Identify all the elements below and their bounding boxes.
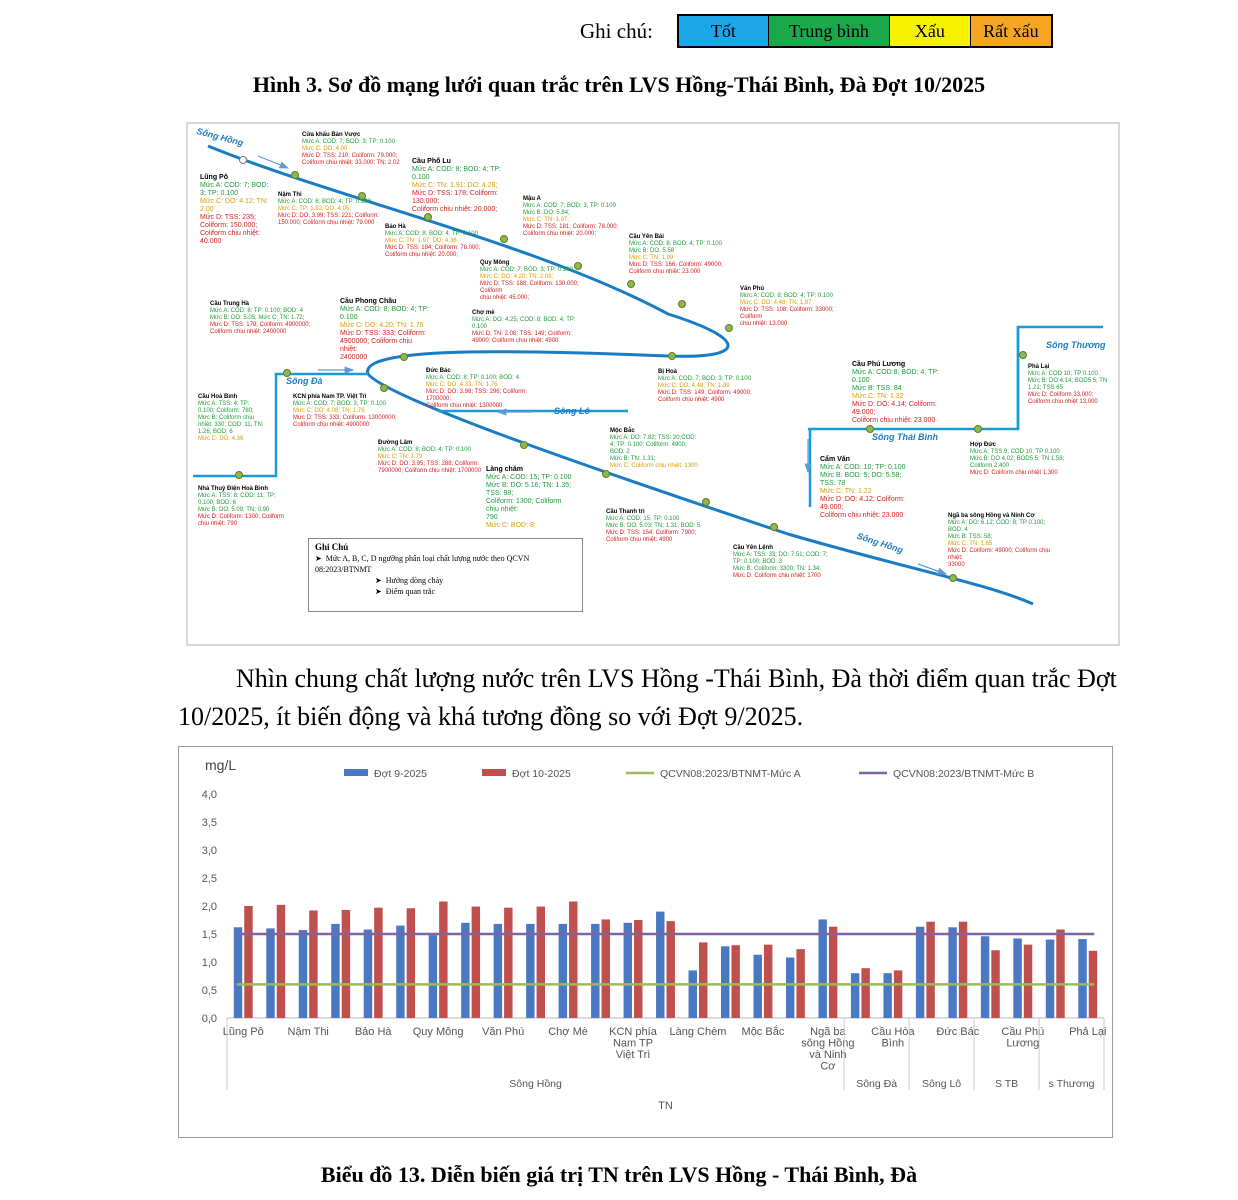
station-label — [198, 394, 308, 443]
x-axis-label: TN — [658, 1100, 673, 1112]
bar-dot9 — [851, 973, 859, 1018]
station-label — [610, 428, 720, 470]
station-name: Bảo Hà — [385, 224, 406, 230]
station-reading: Mức D: Coliform 33,000; — [1028, 392, 1094, 398]
station-reading: Mức D: DO: 3.98; TSS: 296; Coliform: 1700000; — [426, 389, 527, 402]
bar-dot10 — [569, 902, 577, 1018]
station-reading: Coliform chịu nhiệt: 23.000 — [629, 269, 701, 275]
station-label — [629, 234, 739, 276]
station-reading: Mức C: DO: 4.12; TN: — [200, 198, 268, 205]
map-note-title: Ghi Chú — [315, 542, 349, 552]
station-reading: Mức A: TSS: 33; DO: 7.51; COD: 7; — [733, 552, 828, 558]
y-tick-label: 2,5 — [201, 873, 217, 885]
bar-dot9 — [948, 927, 956, 1018]
station-label — [970, 442, 1080, 477]
bar-dot10 — [959, 922, 967, 1018]
bar-dot9 — [656, 912, 664, 1018]
y-tick-label: 4,0 — [201, 789, 217, 801]
station-reading: Mức D: TSS: 149; Coliform: 49000; — [658, 390, 752, 396]
station-name: Cầu Hoà Bình — [198, 394, 238, 400]
station-reading: Mức D: TSS: 235; — [200, 214, 256, 221]
station-name: Cẩm Văn — [820, 456, 850, 463]
station-reading: Mức C: TN: 1.99 — [629, 255, 674, 261]
y-tick-label: 3,5 — [201, 817, 217, 829]
bar-dot10 — [374, 908, 382, 1018]
bar-dot10 — [894, 970, 902, 1018]
station-reading: Mức A: COD: 8; TP: 0.100; BOD: 4 — [426, 375, 519, 381]
station-reading: 0.100 — [472, 324, 488, 330]
station-reading: Mức D: Coliform chịu nhiệt: 1700 — [733, 573, 821, 579]
station-reading: Mức B: BOD: 5; DO: 5.58; TSS: 78 — [820, 472, 902, 487]
bar-dot10 — [472, 907, 480, 1018]
legend-entry: Đợt 9-2025 — [374, 768, 427, 780]
station-reading: 150.000; Coliform chịu nhiệt: 79.000 — [278, 220, 375, 226]
station-reading: Mức A: COD: 7; BOD: 3; TP: 0.100 — [302, 139, 395, 145]
station-reading: Mức D: TSS: 108; Coliform: 33000; Coliform — [740, 307, 834, 320]
bar-dot9 — [1046, 940, 1054, 1018]
station-reading: Coliform chịu nhiệt: 33.000; TN: 2.02 — [302, 160, 400, 166]
bar-dot10 — [504, 908, 512, 1018]
station-name: Quy Mông — [480, 260, 510, 266]
station-name: Ngã ba sông Hồng và Ninh Cơ — [948, 513, 1035, 519]
station-reading: Mức B: DO: 5.84; — [523, 210, 570, 216]
station-reading: Mức A: COD: 8; BOD: 4; TP: 0.100 — [412, 166, 501, 181]
bar-dot9 — [461, 923, 469, 1018]
station-name: Cầu Phố Lu — [412, 158, 451, 165]
station-reading: Mức A: COD: 8; BOD: 4; TP: 0.100 — [740, 293, 833, 299]
station-reading: Mức D: DO: 3.95; TSS: 288; Coliform: — [378, 461, 479, 467]
station-reading: Coliform chịu nhiệt: 23.000 — [852, 417, 936, 424]
y-axis-label: mg/L — [205, 757, 237, 773]
station-name: Cầu Yên Bái — [629, 234, 664, 240]
station-reading: Mức D: TSS: 184; Coliform: 78.000; — [385, 245, 481, 251]
station-reading: Mức C: DO: 4.48; TN: 1.99 — [658, 383, 730, 389]
bar-dot9 — [299, 930, 307, 1018]
station-reading: Mức C: TN: 1.91; DO: 4.28; — [412, 182, 498, 189]
station-label — [606, 509, 716, 544]
station-reading: Mức B: DO: 5.05; Mức C: TN: 1.72; — [210, 315, 305, 321]
station-label — [1028, 364, 1138, 406]
station-name: Văn Phú — [740, 286, 765, 292]
legend-swatch — [344, 769, 368, 776]
group-label: Sông Đà — [856, 1078, 898, 1090]
station-name: Đức Bác — [426, 368, 451, 374]
station-label — [852, 361, 942, 425]
river-label-song-hong: Sông Hồng — [195, 125, 245, 149]
station-reading: Coliform chịu nhiệt: — [200, 230, 260, 237]
station-name: Bị Hoà — [658, 369, 678, 375]
station-reading: Mức A: COD: 6; BOD: 4; TP: 0.100 — [278, 199, 371, 205]
map-note — [308, 538, 583, 612]
x-tick-label: Cầu Hòa Bình — [871, 1026, 915, 1050]
bar-dot10 — [277, 905, 285, 1018]
station-reading: Mức C: TN: 1.79 — [378, 454, 423, 460]
station-reading: Mức B: DO 4.14; BOD5 5; TN — [1028, 378, 1108, 384]
bar-dot10 — [861, 968, 869, 1018]
bar-dot9 — [494, 924, 502, 1018]
station-reading: Mức A: COD: 7; BOD: 3; TP: 0.100 — [480, 267, 573, 273]
station-label — [733, 545, 843, 580]
station-reading: Mức D: TSS: 178; Coliform: 130.000; — [412, 190, 498, 205]
station-reading: Mức C: DO: 4.00 — [302, 146, 348, 152]
station-reading: chịu nhiệt: 790 — [198, 521, 238, 527]
bar-dot10 — [1056, 930, 1064, 1018]
bar-dot10 — [439, 902, 447, 1018]
station-reading: Mức C: TN: 1.32 — [852, 393, 904, 400]
station-reading: Mức A: COD: 8; TP: 0.100; BOD: 4 — [210, 308, 303, 314]
station-reading: Mức C: DO: 4.08; TN: 1.76 — [293, 408, 365, 414]
station-reading: Coliform: 150.000; — [200, 222, 258, 229]
station-label — [200, 174, 290, 246]
station-reading: Mức D: TSS: 181; Coliform: 78.000; — [523, 224, 619, 230]
tn-chart-svg — [179, 747, 1112, 1137]
station-reading: Mức A: DO: 6.12; COD: 8; TP 0.100; BOD: 4 — [948, 520, 1046, 533]
station-reading: Coliform chịu nhiệt: 4900 — [658, 397, 725, 403]
bar-dot10 — [667, 921, 675, 1018]
station-name: Cầu Phong Châu — [340, 298, 397, 305]
station-name: Nhà Thuỷ Điện Hoà Bình — [198, 486, 269, 492]
bar-dot9 — [721, 946, 729, 1018]
station-reading: Mức A: COD: 7; BOD: 3; TP: 0.100 — [523, 203, 616, 209]
station-reading: Mức D: TSS: 188; Coliform: 130.000; Coliform — [480, 281, 579, 294]
station-reading: Mức A: COD:8; BOD: 4; TP: 0.100 — [852, 369, 940, 384]
station-reading: 7900000; Coliform chịu nhiệt: 1700000 — [378, 468, 482, 474]
station-reading: Mức D: Coliform: 49000; Coliform chịu nhiệt: — [948, 548, 1051, 561]
station-reading: Mức A: COD 10; TP 0.100 — [1028, 371, 1098, 377]
x-tick-label: Lũng Pô — [222, 1026, 264, 1038]
station-reading: Mức C: TN: 1.65 — [948, 541, 993, 547]
station-label — [740, 286, 850, 328]
river-label-song-lo: Sông Lô — [554, 406, 590, 416]
station-reading: Mức C: Coliform chịu nhiệt: 1300 — [610, 463, 698, 469]
bar-dot10 — [244, 906, 252, 1018]
x-tick-label: Chợ Mè — [548, 1026, 588, 1038]
station-reading: Mức A: TSS 9; COD 10; TP 0.100 — [970, 449, 1060, 455]
bar-dot10 — [1024, 945, 1032, 1018]
station-reading: Mức C: DO: 4.33; TN: 1.75 — [426, 382, 498, 388]
x-tick-label: Văn Phú — [481, 1026, 525, 1038]
body-paragraph: Nhìn chung chất lượng nước trên LVS Hồng -Thái Bình, Đà thời điểm quan trắc Đợt 10/2025, ít biến động và khá tương đồng so với Đợt 9/2025. — [178, 664, 1117, 731]
station-reading: Coliform chịu nhiệt: 23.000 — [820, 512, 904, 519]
quality-legend — [580, 14, 1053, 48]
station-reading: Mức C: TN: 1.97; — [523, 217, 569, 223]
x-tick-label: Cầu Phú Lương — [1001, 1026, 1045, 1050]
station-label — [820, 456, 910, 520]
station-reading: 0.100; BOD: 6 — [198, 500, 237, 506]
station-reading: 33000 — [948, 562, 965, 568]
group-label: s Thương — [1048, 1078, 1095, 1090]
station-label — [278, 192, 388, 227]
station-reading: Mức C: BOD: 8; — [486, 522, 536, 529]
bar-dot10 — [342, 910, 350, 1018]
station-reading: Mức A: COD: 10; TP: 0.100 — [820, 464, 906, 471]
station-name: Cầu Thanh trì — [606, 509, 645, 515]
station-name: Hợp Đức — [970, 442, 996, 448]
legend-entry: QCVN08:2023/BTNMT-Mức B — [893, 768, 1035, 780]
station-label — [658, 369, 768, 404]
station-reading: Mức D: TSS: 166; Coliform: 49000; — [629, 262, 723, 268]
tn-bar-chart — [178, 746, 1113, 1138]
station-reading: Mức B: Coliform: 3300; TN: 1.34; — [733, 566, 821, 572]
station-reading: Mức D: Coliform chịu nhiệt 1,300 — [970, 470, 1058, 476]
y-tick-label: 2,0 — [201, 901, 217, 913]
figure-caption: Hình 3. Sơ đồ mạng lưới quan trắc trên LVS Hồng-Thái Bình, Đà Đợt 10/2025 — [252, 72, 986, 97]
station-label — [523, 196, 633, 238]
monitoring-network-map — [186, 122, 1120, 646]
station-reading: Mức A: COD: 15; TP: 0.100 — [486, 474, 572, 481]
map-note-item: ➤ Điểm quan trắc — [375, 587, 436, 596]
station-reading: 790 — [486, 514, 498, 521]
station-reading: 0.100; Coliform: 780; — [198, 408, 254, 414]
x-tick-label: Bảo Hà — [354, 1026, 392, 1038]
group-label: Sông Hồng — [509, 1078, 562, 1090]
bar-dot9 — [624, 923, 632, 1018]
station-reading: Mức C: TN: 1.97; DO: 4.36 — [385, 238, 457, 244]
station-reading: Mức B: TN: 1.31; — [610, 456, 656, 462]
station-name: Làng chăm — [486, 466, 523, 473]
station-reading: 4; TP: 0.100; Coliform: 4900; — [610, 442, 687, 448]
station-label — [293, 394, 403, 429]
station-reading: Coliform chịu nhiệt: 1300000 — [426, 403, 503, 409]
station-reading: 49000; Coliform chịu nhiệt: 4900 — [472, 338, 559, 344]
station-reading: chịu nhiệt: 13.000 — [740, 321, 788, 327]
x-tick-label: Phả Lại — [1069, 1026, 1107, 1038]
x-tick-label: Ngã ba sông Hồng và Ninh Cơ — [801, 1026, 855, 1073]
group-label: Sông Lô — [922, 1078, 962, 1090]
y-tick-label: 1,5 — [201, 929, 217, 941]
station-reading: Mức A: COD: 15; TP: 0.100 — [606, 516, 680, 522]
station-reading: Mức B: DO: 5.03; TN: 1.31; BOD: 5 — [606, 523, 701, 529]
station-name: Phả Lại — [1028, 364, 1050, 370]
station-name: KCN phía Nam TP. Việt Trì — [293, 394, 367, 400]
station-reading: Mức B: Coliform chịu — [198, 415, 255, 421]
station-reading: Mức C: DO: 4.20; TN: 1.76 — [340, 322, 424, 329]
station-reading: Mức A: TSS: 4; TP: — [198, 401, 250, 407]
station-reading: Mức A: COD: 8; BOD: 4; TP: — [340, 306, 429, 313]
legend-good: Tốt — [679, 16, 769, 46]
station-reading: 2.00 — [200, 206, 214, 213]
station-reading: Mức D: Coliform: 1300; Coliform — [198, 514, 285, 520]
bar-dot9 — [429, 935, 437, 1018]
station-reading: Coliform chịu nhiệt: 2400000 — [210, 329, 287, 335]
station-reading: BOD: 2 — [610, 449, 630, 455]
station-reading: Mức B: DO: 5.09; TN: 0.90 — [198, 507, 270, 513]
station-reading: Coliform 2,400 — [970, 463, 1010, 469]
station-label — [472, 310, 582, 345]
station-reading: Mức D: TSS: 154; Coliform: 7900; — [606, 530, 697, 536]
station-reading: Mức A: DO: 7.82; TSS: 20;COD: — [610, 435, 697, 441]
station-reading: Mức D: DO: 4.14; Coliform: 49.000; — [852, 401, 937, 416]
bar-dot9 — [364, 930, 372, 1018]
station-reading: Mức A: COD: 7; BOD: — [200, 182, 269, 189]
station-label — [198, 486, 308, 528]
map-note-item: ➤ Hướng dòng chảy — [375, 576, 444, 585]
y-tick-label: 0,0 — [201, 1013, 217, 1025]
x-tick-label: KCN phía Nam TP Việt Trì — [609, 1026, 657, 1061]
map-note-item: ➤ Mức A, B, C, D ngưỡng phân loại chất lượng nước theo QCVN 08:2023/BTNMT — [315, 554, 530, 574]
legend-label: Ghi chú: — [580, 18, 653, 43]
station-label — [385, 224, 495, 259]
x-tick-label: Làng Chèm — [669, 1026, 727, 1038]
station-name: Cửa khẩu Bản Vược — [302, 132, 361, 138]
station-name: Đường Lâm — [378, 440, 413, 446]
bar-dot10 — [731, 945, 739, 1018]
river-label-song-thai-binh: Sông Thái Bình — [872, 432, 938, 442]
station-reading: Mức A: COD: 7; BOD: 3; TP: 0.100 — [293, 401, 386, 407]
station-reading: 2400000 — [340, 354, 368, 361]
group-label: S TB — [994, 1078, 1019, 1090]
legend-box — [677, 14, 1053, 48]
station-reading: Coliform chịu nhiệt: 4900 — [606, 537, 673, 543]
legend-average: Trung bình — [769, 16, 890, 46]
station-reading: Mức C: DO: 4.20; TN: 2.08; — [480, 274, 554, 280]
station-reading: chịu nhiệt: 45.000; — [480, 295, 530, 301]
station-reading: Coliform chịu nhiệt: 20.000; — [523, 231, 597, 237]
station-reading: 0.100 — [340, 314, 358, 321]
bar-dot10 — [699, 942, 707, 1018]
y-tick-label: 3,0 — [201, 845, 217, 857]
station-name: Chợ mè — [472, 310, 495, 316]
station-label — [378, 440, 488, 475]
bar-dot9 — [883, 973, 891, 1018]
legend-bad: Xấu — [890, 16, 971, 46]
bar-dot9 — [396, 926, 404, 1018]
station-reading: Mức B: DO: 5.58 — [629, 248, 675, 254]
station-name: Mộc Bắc — [610, 428, 635, 434]
bar-dot9 — [1078, 939, 1086, 1018]
station-reading: nhiệt: 330; COD: 11; TN: — [198, 422, 264, 428]
legend-entry: QCVN08:2023/BTNMT-Mức A — [660, 768, 801, 780]
station-reading: Mức C: DO: 4.48; TN: 1.97 — [740, 300, 812, 306]
x-tick-label: Mộc Bắc — [741, 1026, 785, 1038]
legend-swatch — [482, 769, 506, 776]
bar-dot9 — [786, 958, 794, 1018]
station-reading: Mức C: TP: 1.92; DO: 4.05; — [278, 206, 351, 212]
bar-dot9 — [916, 927, 924, 1018]
station-reading: Mức A: COD: 8; BOD: 4; TP: 0.100 — [629, 241, 722, 247]
station-label — [948, 513, 1058, 569]
bar-dot9 — [559, 924, 567, 1018]
station-label — [426, 368, 536, 410]
bar-dot9 — [753, 955, 761, 1018]
station-label — [302, 132, 412, 167]
bar-dot9 — [591, 924, 599, 1018]
station-reading: Mức A: COD: 8; BOD: 4; TP: 0.100 — [378, 447, 471, 453]
station-reading: Mức B: TSS: 58; — [948, 534, 993, 540]
x-tick-label: Đức Bác — [936, 1026, 980, 1038]
bar-dot9 — [234, 927, 242, 1018]
station-reading: Coliform chịu nhiệt: 4900000 — [293, 422, 370, 428]
station-reading: Mức D: TN: 2.08; TSS: 149; Coliform: — [472, 331, 572, 337]
station-name: Mậu A — [523, 196, 541, 202]
station-reading: Mức A: COD: 7; BOD: 3; TP: 0.100 — [658, 376, 751, 382]
bar-dot10 — [537, 907, 545, 1018]
station-reading: Coliform chịu nhiệt: 20.000; — [412, 206, 498, 213]
river-label-song-da: Sông Đà — [286, 376, 323, 386]
station-reading: Mức C: TN: 1.22 — [820, 488, 872, 495]
station-reading: Mức B: DO 4.02; BOD5 5; TN 1.58; — [970, 456, 1065, 462]
x-tick-label: Quy Mông — [412, 1026, 464, 1038]
station-reading: Mức A: TSS: 8; COD: 11; TP: — [198, 493, 276, 499]
chart-caption: Biểu đồ 13. Diễn biến giá trị TN trên LVS Hồng - Thái Bình, Đà — [320, 1162, 918, 1187]
station-reading: Mức D: TSS: 179; Coliform: 4900000; — [210, 322, 311, 328]
bar-dot10 — [407, 908, 415, 1018]
bar-dot10 — [829, 927, 837, 1018]
bar-dot9 — [689, 970, 697, 1018]
station-reading: 3; TP: 0.100 — [200, 190, 239, 197]
station-label — [486, 466, 576, 530]
bar-dot10 — [926, 922, 934, 1018]
station-reading: Coliform chịu nhiệt 13,000 — [1028, 399, 1098, 405]
station-reading: Mức D: TSS: 333; Coliform: — [340, 330, 426, 337]
legend-entry: Đợt 10-2025 — [512, 768, 571, 780]
bar-dot9 — [526, 924, 534, 1018]
station-reading: Coliform chịu nhiệt: 20.000; — [385, 252, 459, 258]
river-label-song-hong-lower: Sông Hồng — [855, 530, 905, 556]
station-reading: 40.000 — [200, 238, 222, 245]
bar-dot9 — [1013, 938, 1021, 1018]
station-name: Cầu Yên Lệnh — [733, 545, 773, 551]
river-label-song-thuong: Sông Thương — [1046, 340, 1106, 350]
y-tick-label: 0,5 — [201, 985, 217, 997]
y-tick-label: 1,0 — [201, 957, 217, 969]
station-reading: Mức B: DO: 5.16; TN: 1.35; TSS: 98; — [486, 482, 572, 497]
station-name: Nậm Thi — [278, 192, 302, 198]
station-reading: Mức B: TSS: 84 — [852, 385, 902, 392]
station-label — [480, 260, 590, 302]
station-name: Cầu Phú Lương — [852, 361, 906, 368]
station-reading: 1.26; BOD: 6 — [198, 429, 233, 435]
station-reading: 4900000; Coliform chịu nhiệt: — [340, 338, 412, 353]
station-label — [210, 301, 320, 336]
station-reading: Mức A: COD: 8; BOD: 4; TP: 0.100 — [385, 231, 478, 237]
station-reading: 1.21; TSS 65 — [1028, 385, 1063, 391]
legend-very-bad: Rất xấu — [971, 16, 1051, 46]
station-name: Cầu Trung Hà — [210, 301, 250, 307]
station-label — [340, 298, 430, 362]
bar-dot9 — [981, 936, 989, 1018]
station-reading: Coliform: 1300; Coliform chịu nhiệt: — [486, 498, 562, 513]
bar-dot10 — [309, 910, 317, 1018]
bar-dot10 — [764, 945, 772, 1018]
station-reading: Mức D: DO: 4.12; Coliform: 49.000; — [820, 496, 905, 511]
station-reading: TP: 0.100; BOD: 3 — [733, 559, 783, 565]
station-label — [412, 158, 502, 214]
x-tick-label: Nậm Thi — [287, 1026, 329, 1038]
station-reading: Mức D: TSS: 333; Coliform: 13000000; — [293, 415, 397, 421]
station-reading: Mức C: DO: 4.36 — [198, 436, 244, 442]
bar-dot9 — [266, 928, 274, 1018]
station-reading: Mức D: TSS: 210; Coliform: 79.000; — [302, 153, 398, 159]
station-reading: Mức D: DO: 3.99; TSS: 221; Coliform: — [278, 213, 379, 219]
bar-dot9 — [331, 924, 339, 1018]
station-name: Lũng Pô — [200, 174, 228, 181]
station-reading: Mức A: DO: 4.25; COD: 8; BOD: 4; TP: — [472, 317, 576, 323]
